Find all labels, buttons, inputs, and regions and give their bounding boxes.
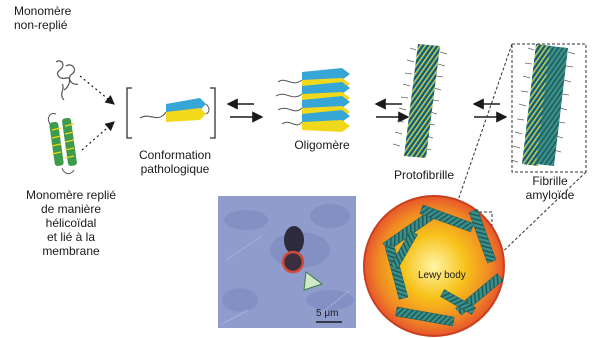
folded-monomer-label: Monomère replié de manière hélicoïdal et lié à la membrane <box>25 188 117 258</box>
scale-bar-label: 5 μm <box>316 308 339 319</box>
protofibril <box>393 44 447 158</box>
pathological-conformation-label: Conformation pathologique <box>138 148 212 176</box>
dotted-arrows <box>80 76 114 150</box>
lewy-body-label: Lewy body <box>418 270 466 281</box>
folded-monomer-helices <box>48 114 77 174</box>
micrograph-image <box>218 196 356 328</box>
unfolded-monomer-label: Monomère non-replié <box>14 4 72 32</box>
lewy-body <box>364 196 504 336</box>
amyloid-fibril <box>511 44 575 166</box>
oligomer-stack <box>276 68 350 132</box>
unfolded-monomer-squiggles <box>56 61 78 100</box>
protofibril-label: Protofibrille <box>393 168 455 182</box>
oligomer-label: Oligomère <box>294 138 350 152</box>
equilibrium-arrows <box>228 104 506 117</box>
amyloid-fibril-label: Fibrille amyloïde <box>525 174 575 202</box>
pathological-conformation-strand <box>140 98 209 122</box>
